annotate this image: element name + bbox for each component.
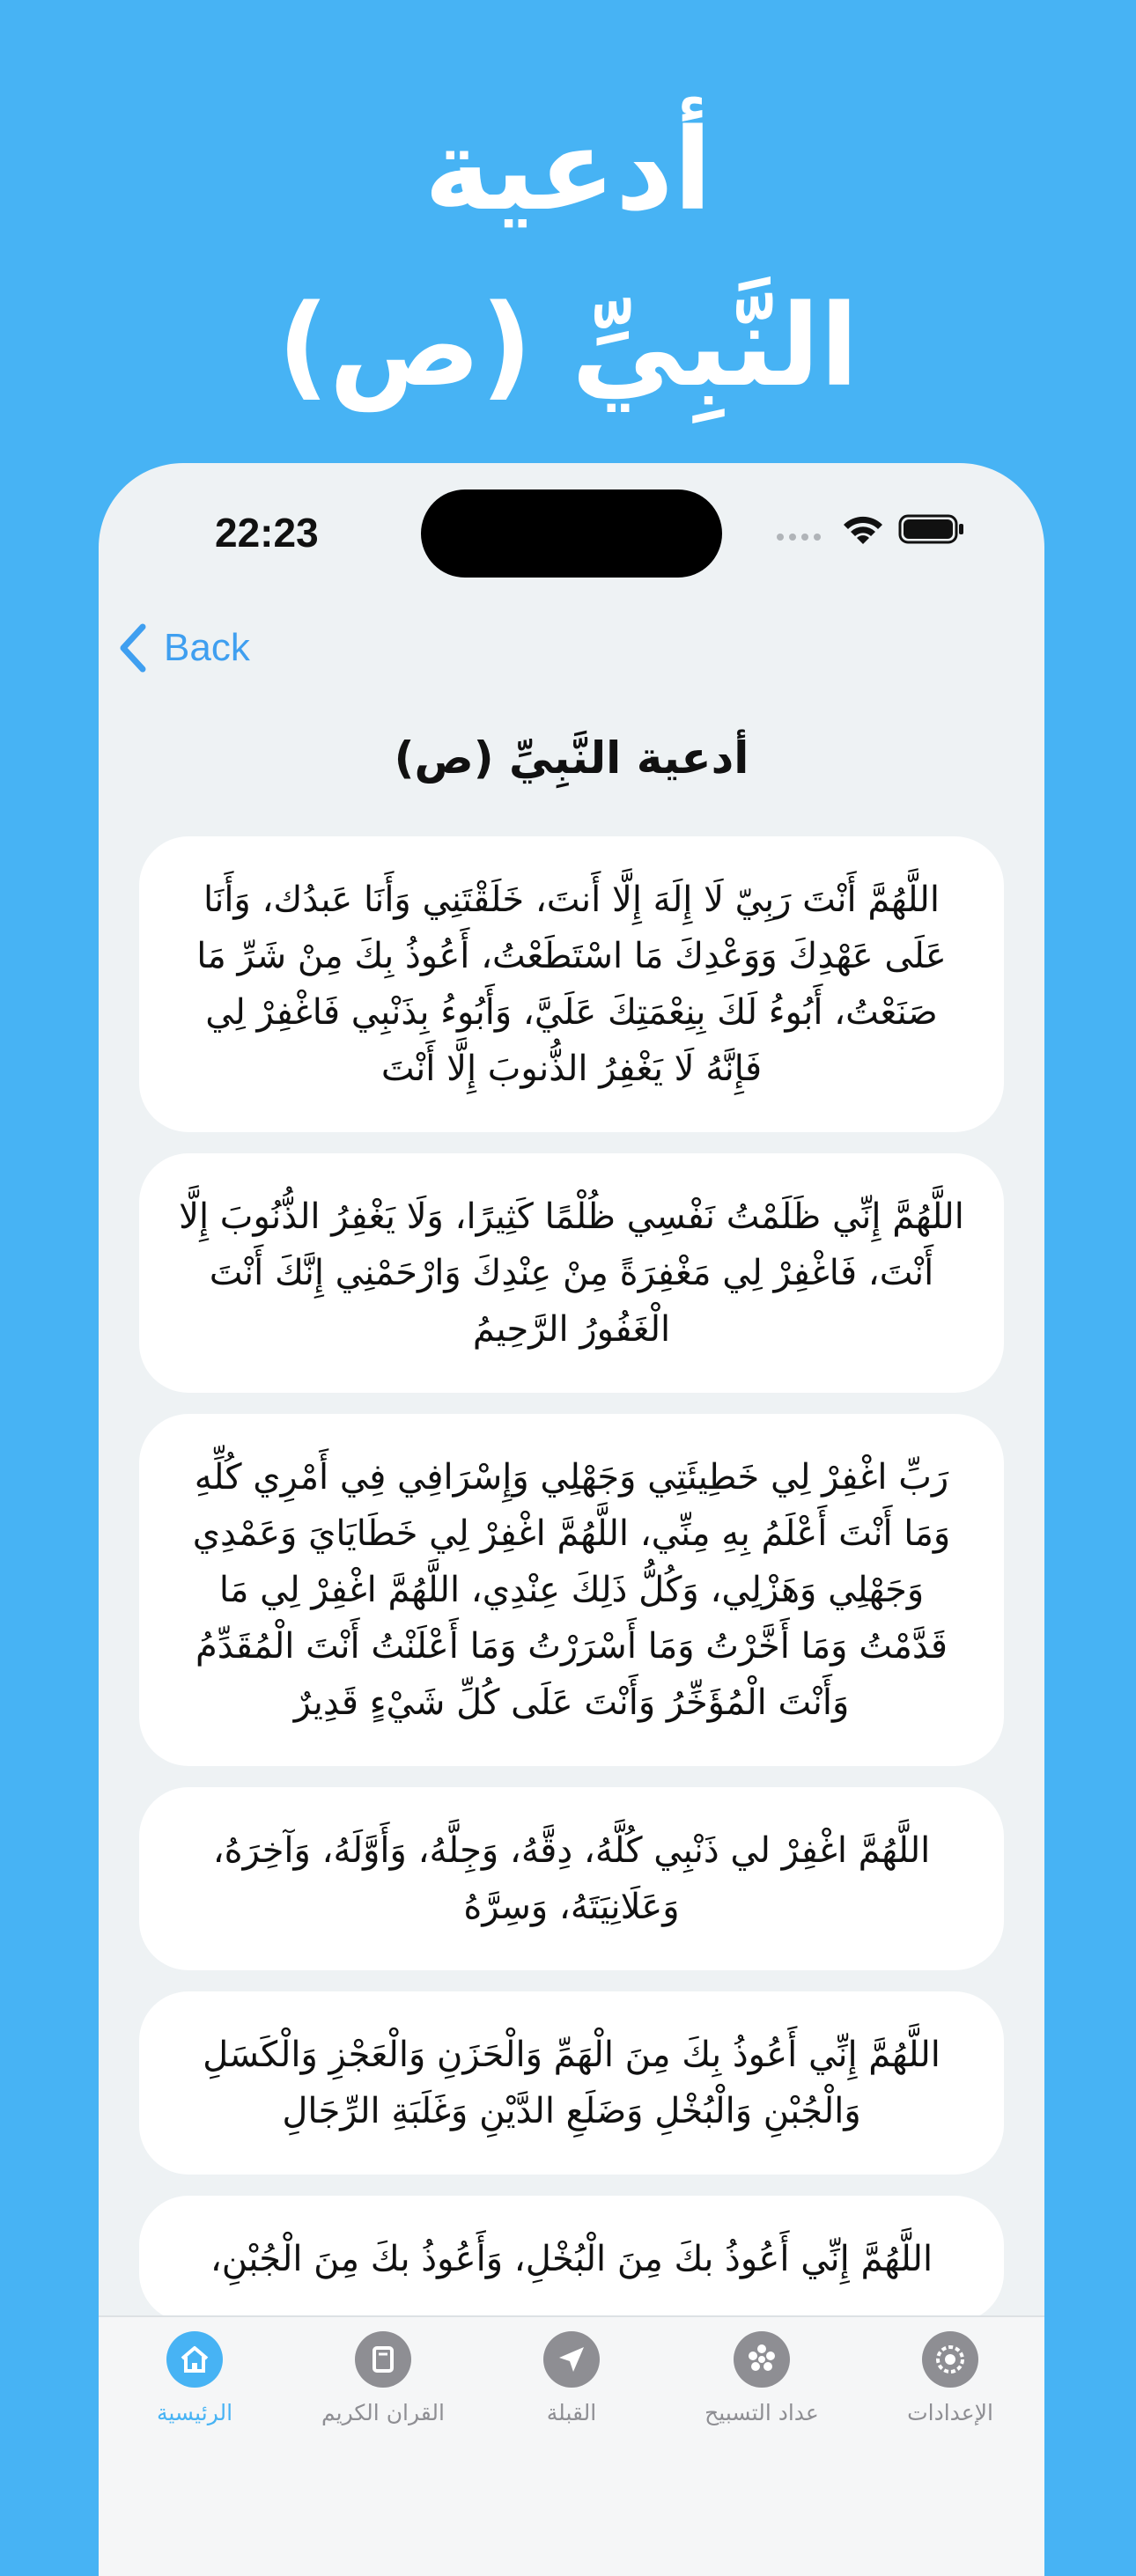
tab-label: الإعدادات: [907, 2400, 993, 2425]
dua-card[interactable]: اللَّهُمَّ إِنِّي أَعُوذُ بِكَ مِنَ الْهَمِّ وَالْحَزَنِ وَالْعَجْزِ وَالْكَسَلِ وَالْجُبْنِ وَالْبُخْلِ وَضَلَعِ الدَّيْنِ وَغَلَبَةِ الرِّجَالِ: [139, 1991, 1004, 2175]
signal-icon: [777, 534, 821, 541]
tab-tasbih-counter[interactable]: [668, 2331, 856, 2425]
back-button[interactable]: [116, 613, 250, 683]
tab-label: عداد التسبيح: [704, 2400, 819, 2425]
status-time: 22:23: [215, 510, 319, 556]
tab-label: القبلة: [546, 2400, 597, 2425]
book-icon: [355, 2331, 411, 2388]
dua-card[interactable]: رَبِّ اغْفِرْ لِي خَطِيئَتِي وَجَهْلِي وَإِسْرَافِي فِي أَمْرِي كُلِّهِ وَمَا أَنْتَ أَعْلَمُ بِهِ مِنِّي، اللَّهُمَّ اغْفِرْ لِي خَطَايَايَ وَعَمْدِي وَجَهْلِي وَهَزْلِي، وَكُلُّ ذَلِكَ عِنْدِي، اللَّهُمَّ اغْفِرْ لِي مَا قَدَّمْتُ وَمَا أَخَّرْتُ وَمَا أَسْرَرْتُ وَمَا أَعْلَنْتُ أَنْتَ الْمُقَدِّمُ وَأَنْتَ الْمُؤَخِّرُ وَأَنْتَ عَلَى كُلِّ شَيْءٍ قَدِيرٌ: [139, 1414, 1004, 1766]
promo-title-line2: النَّبِيِّ (ص): [277, 281, 859, 412]
promo-header: [0, 0, 1136, 458]
home-icon: [166, 2331, 223, 2388]
page-title: أدعية النَّبِيِّ (ص): [394, 732, 749, 784]
back-label: Back: [164, 626, 250, 669]
chevron-left-icon: [116, 622, 151, 674]
dua-card[interactable]: اللَّهُمَّ أَنْتَ رَبِيّ لَا إِلَهَ إِلَّا أَنتَ، خَلَقْتَنِي وَأَنَا عَبدُك، وَأَنَا عَلَى عَهْدِكَ وَوَعْدِكَ مَا اسْتَطَعْتُ، أَعُوذُ بِكَ مِنْ شَرِّ مَا صَنَعْتُ، أَبُوءُ لَكَ بِنِعْمَتِكَ عَلَيَّ، وَأَبُوءُ بِذَنْبِي فَاغْفِرْ لِي فَإِنَّهُ لَا يَغْفِرُ الذُّنوبَ إِلَّا أَنْتَ: [139, 836, 1004, 1132]
gear-icon: [922, 2331, 978, 2388]
status-bar: [99, 463, 1044, 586]
promo-title-line1: أدعية: [424, 105, 712, 236]
tab-qibla[interactable]: [477, 2331, 666, 2425]
dua-card[interactable]: اللَّهُمَّ اغْفِرْ لي ذَنْبِي كُلَّهُ، دِقَّهُ، وَجِلَّهُ، وَأَوَّلَهُ، وَآخِرَهُ، وَعَلَانِيَتَهُ، وَسِرَّهُ: [139, 1787, 1004, 1970]
battery-icon: [898, 514, 965, 544]
tab-label: القران الكريم: [321, 2400, 445, 2425]
tab-settings[interactable]: [856, 2331, 1044, 2425]
tab-home[interactable]: [100, 2331, 289, 2425]
tab-quran[interactable]: [289, 2331, 477, 2425]
dua-list[interactable]: [139, 836, 1004, 2344]
dua-card[interactable]: اللَّهُمَّ إِنِّي أَعُوذُ بكَ مِنَ الْبُخْلِ، وَأَعُوذُ بكَ مِنَ الْجُبْنِ،: [139, 2196, 1004, 2322]
dua-card[interactable]: اللَّهُمَّ إِنِّي ظَلَمْتُ نَفْسِي ظُلْمًا كَثِيرًا، وَلَا يَغْفِرُ الذُّنُوبَ إِلَّا أَنْتَ، فَاغْفِرْ لِي مَغْفِرَةً مِنْ عِنْدِكَ وَارْحَمْنِي إِنَّكَ أَنْتَ الْغَفُورُ الرَّحِيمُ: [139, 1153, 1004, 1393]
beads-icon: [734, 2331, 790, 2388]
dynamic-island: [421, 489, 722, 578]
tab-label: الرئيسية: [156, 2400, 233, 2425]
compass-arrow-icon: [543, 2331, 600, 2388]
phone-screen: [99, 463, 1044, 2576]
wifi-icon: [840, 511, 886, 546]
tab-bar: [99, 2315, 1044, 2576]
